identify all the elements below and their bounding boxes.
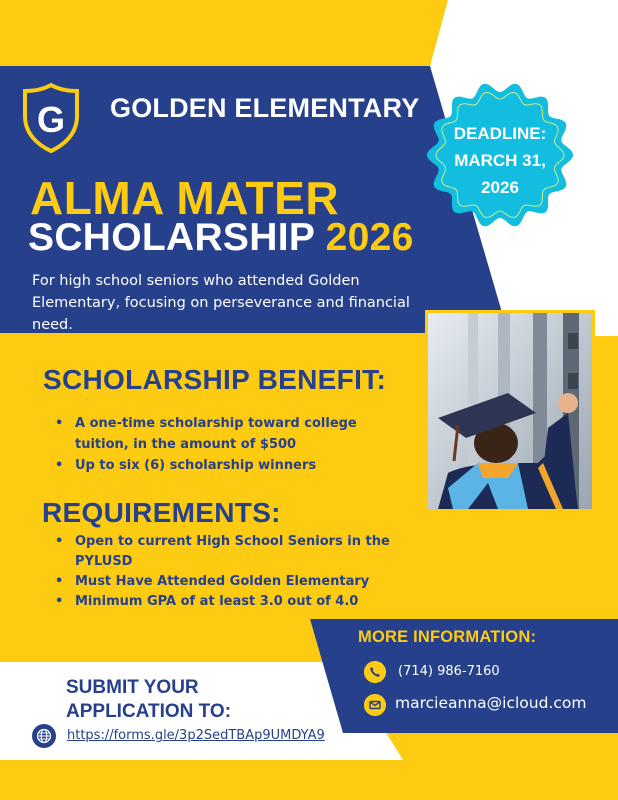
submit-heading-line-2: APPLICATION TO: bbox=[66, 701, 232, 722]
benefit-item: • Up to six (6) scholarship winners bbox=[55, 455, 405, 476]
deadline-badge bbox=[425, 120, 575, 201]
phone-number[interactable]: (714) 986-7160 bbox=[398, 664, 500, 679]
subtitle: For high school seniors who attended Golden Elementary, focusing on perseverance and financial need. bbox=[32, 273, 410, 333]
svg-text:G: G bbox=[36, 99, 66, 140]
deadline-date: MARCH 31, bbox=[454, 151, 546, 170]
deadline-year: 2026 bbox=[481, 178, 519, 197]
requirement-item: • Minimum GPA of at least 3.0 out of 4.0 bbox=[55, 592, 435, 612]
more-info-heading: MORE INFORMATION: bbox=[358, 628, 537, 646]
requirements-heading: REQUIREMENTS: bbox=[42, 497, 281, 528]
graduate-illustration bbox=[428, 313, 592, 509]
mail-icon bbox=[364, 694, 386, 716]
benefit-list bbox=[55, 413, 405, 476]
deadline-label: DEADLINE: bbox=[453, 124, 547, 143]
requirement-item: • Open to current High School Seniors in the PYLUSD bbox=[55, 532, 435, 572]
submit-heading bbox=[66, 676, 231, 724]
title-scholarship: SCHOLARSHIP bbox=[28, 216, 315, 259]
requirement-item: • Must Have Attended Golden Elementary bbox=[55, 572, 435, 592]
title-year: 2026 bbox=[325, 216, 414, 259]
graduate-photo bbox=[425, 310, 595, 512]
title-line-1: ALMA MATER bbox=[30, 172, 340, 224]
benefit-item: • A one-time scholarship toward college tuition, in the amount of $500 bbox=[55, 413, 405, 455]
school-shield-logo bbox=[22, 82, 80, 154]
application-form-link[interactable]: https://forms.gle/3p2SedTBAp9UMDYA9 bbox=[67, 728, 325, 743]
globe-icon bbox=[32, 724, 56, 748]
benefit-heading: SCHOLARSHIP BENEFIT: bbox=[43, 364, 387, 395]
submit-heading-line-1: SUBMIT YOUR bbox=[66, 677, 199, 698]
phone-icon bbox=[364, 661, 386, 683]
email-address[interactable]: marcieanna@icloud.com bbox=[395, 694, 587, 712]
school-name: GOLDEN ELEMENTARY bbox=[110, 93, 420, 123]
title-line-2 bbox=[28, 216, 414, 260]
requirements-list bbox=[55, 532, 435, 612]
